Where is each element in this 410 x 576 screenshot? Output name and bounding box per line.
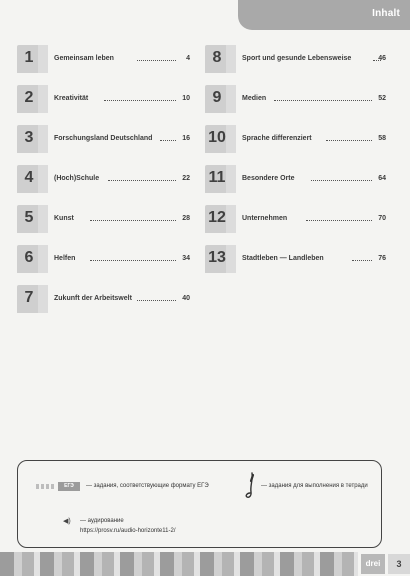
dot-leader	[352, 260, 372, 261]
notebook-legend-text: — задания для выполнения в тетради	[261, 483, 368, 489]
toc-entry[interactable]	[205, 125, 388, 153]
dot-leader	[306, 220, 372, 221]
speaker-icon: ◀)	[63, 518, 71, 525]
chapter-number: 1	[24, 49, 34, 66]
chapter-number: 11	[208, 169, 226, 186]
chapter-page-number: 10	[182, 95, 190, 102]
chapter-title: Stadtleben — Landleben	[242, 255, 324, 262]
toc-entry[interactable]	[17, 45, 192, 73]
chapter-page-number: 34	[182, 255, 190, 262]
chapter-title: Unternehmen	[242, 215, 288, 222]
chapter-page-number: 40	[182, 295, 190, 302]
header-tab	[238, 0, 410, 30]
chapter-number: 10	[208, 129, 226, 146]
chapter-number: 7	[24, 289, 34, 306]
ege-legend-text: — задания, соответствующие формату ЕГЭ	[86, 483, 209, 489]
chapter-title: Helfen	[54, 255, 76, 262]
chapter-number: 2	[24, 89, 34, 106]
chapter-title: (Hoch)Schule	[54, 175, 100, 182]
toc-entry[interactable]	[205, 205, 388, 233]
dot-leader	[160, 140, 176, 141]
chapter-number: 9	[212, 89, 222, 106]
toc-entry[interactable]	[17, 285, 192, 313]
page-title: Inhalt	[372, 8, 400, 19]
dot-leader	[311, 180, 372, 181]
footer-page-number: 3	[388, 554, 410, 574]
chapter-title: Medien	[242, 95, 267, 102]
chapter-page-number: 46	[378, 55, 386, 62]
chapter-number: 13	[208, 249, 226, 266]
toc-entry[interactable]	[17, 245, 192, 273]
chapter-title: Gemeinsam leben	[54, 55, 114, 62]
toc-entry[interactable]	[17, 125, 192, 153]
dot-leader	[326, 140, 372, 141]
dot-leader	[90, 260, 176, 261]
chapter-page-number: 4	[186, 55, 190, 62]
chapter-title: Sprache differenziert	[242, 135, 312, 142]
toc-entry[interactable]	[205, 45, 388, 73]
pen-icon	[244, 472, 258, 500]
chapter-page-number: 70	[378, 215, 386, 222]
toc-entry[interactable]	[17, 165, 192, 193]
chapter-title: Zukunft der Arbeitswelt	[54, 295, 132, 302]
dot-leader	[90, 220, 176, 221]
chapter-title: Forschungsland Deutschland	[54, 135, 153, 142]
chapter-page-number: 22	[182, 175, 190, 182]
chapter-page-number: 76	[378, 255, 386, 262]
chapter-title: Besondere Orte	[242, 175, 295, 182]
chapter-title: Kunst	[54, 215, 74, 222]
chapter-page-number: 16	[182, 135, 190, 142]
ege-badge-label: ЕГЭ	[58, 482, 80, 491]
dot-leader	[108, 180, 176, 181]
stripe-badge-icon	[36, 482, 82, 491]
chapter-title: Kreativität	[54, 95, 89, 102]
toc-entry[interactable]	[205, 245, 388, 273]
chapter-number: 3	[24, 129, 34, 146]
dot-leader	[274, 100, 372, 101]
chapter-number: 5	[24, 209, 34, 226]
footer-stripe	[0, 552, 358, 576]
chapter-page-number: 28	[182, 215, 190, 222]
toc-entry[interactable]	[17, 85, 192, 113]
toc-entry[interactable]	[17, 205, 192, 233]
chapter-number: 8	[212, 49, 222, 66]
chapter-number: 4	[24, 169, 34, 186]
chapter-number: 12	[208, 209, 226, 226]
chapter-number: 6	[24, 249, 34, 266]
chapter-page-number: 64	[378, 175, 386, 182]
toc-entry[interactable]	[205, 85, 388, 113]
dot-leader	[104, 100, 176, 101]
chapter-title: Sport und gesunde Lebensweise	[242, 55, 352, 62]
dot-leader	[137, 60, 176, 61]
footer-page-word: drei	[361, 554, 385, 574]
chapter-page-number: 52	[378, 95, 386, 102]
chapter-page-number: 58	[378, 135, 386, 142]
dot-leader	[137, 300, 176, 301]
audio-link[interactable]: https://prosv.ru/audio-horizonte11-2/	[80, 528, 176, 534]
toc-entry[interactable]	[205, 165, 388, 193]
legend-box	[17, 460, 382, 548]
audio-legend-text: — аудирование	[80, 518, 124, 524]
